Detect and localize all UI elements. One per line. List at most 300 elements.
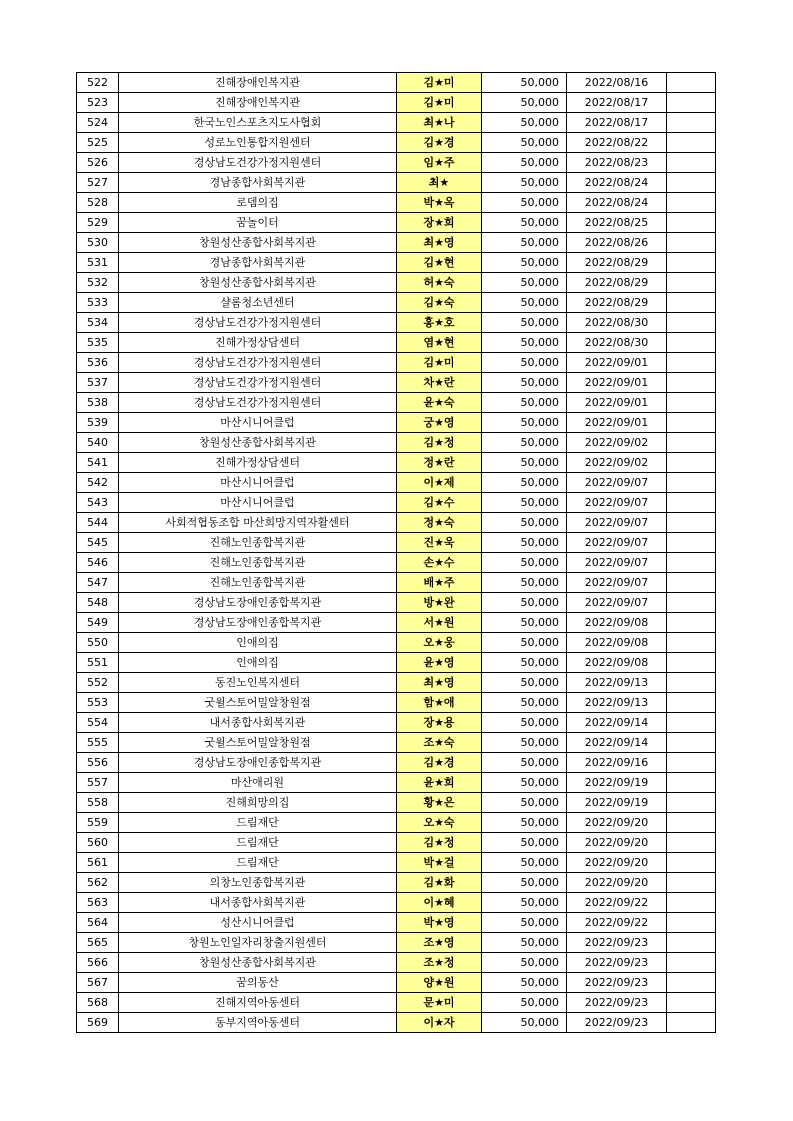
note-cell (667, 313, 716, 333)
row-number-cell: 563 (77, 893, 119, 913)
note-cell (667, 853, 716, 873)
organization-cell: 창원성산종합사회복지관 (119, 433, 397, 453)
amount-cell: 50,000 (482, 413, 567, 433)
note-cell (667, 673, 716, 693)
row-number-cell: 551 (77, 653, 119, 673)
note-cell (667, 773, 716, 793)
row-number-cell: 531 (77, 253, 119, 273)
note-cell (667, 133, 716, 153)
recipient-name-cell: 김★미 (397, 73, 482, 93)
row-number-cell: 562 (77, 873, 119, 893)
recipient-name-cell: 함★애 (397, 693, 482, 713)
table-row (77, 73, 716, 93)
date-cell: 2022/09/07 (567, 533, 667, 553)
date-cell: 2022/09/13 (567, 673, 667, 693)
date-cell: 2022/09/01 (567, 373, 667, 393)
amount-cell: 50,000 (482, 553, 567, 573)
row-number-cell: 530 (77, 233, 119, 253)
organization-cell: 진해가정상담센터 (119, 453, 397, 473)
table-row (77, 453, 716, 473)
note-cell (667, 153, 716, 173)
recipient-name-cell: 오★웅 (397, 633, 482, 653)
recipient-name-cell: 문★미 (397, 993, 482, 1013)
note-cell (667, 573, 716, 593)
note-cell (667, 93, 716, 113)
table-row (77, 973, 716, 993)
organization-cell: 경상남도장애인종합복지관 (119, 613, 397, 633)
table-row (77, 433, 716, 453)
row-number-cell: 542 (77, 473, 119, 493)
date-cell: 2022/09/20 (567, 833, 667, 853)
date-cell: 2022/08/23 (567, 153, 667, 173)
organization-cell: 경상남도건강가정지원센터 (119, 153, 397, 173)
recipient-name-cell: 최★나 (397, 113, 482, 133)
date-cell: 2022/08/26 (567, 233, 667, 253)
table-row (77, 853, 716, 873)
recipient-name-cell: 배★주 (397, 573, 482, 593)
date-cell: 2022/08/29 (567, 253, 667, 273)
note-cell (667, 873, 716, 893)
date-cell: 2022/08/29 (567, 293, 667, 313)
recipient-name-cell: 최★영 (397, 233, 482, 253)
date-cell: 2022/09/14 (567, 733, 667, 753)
organization-cell: 진해노인종합복지관 (119, 573, 397, 593)
date-cell: 2022/09/22 (567, 893, 667, 913)
recipient-name-cell: 양★원 (397, 973, 482, 993)
date-cell: 2022/09/20 (567, 873, 667, 893)
recipient-name-cell: 오★숙 (397, 813, 482, 833)
amount-cell: 50,000 (482, 293, 567, 313)
note-cell (667, 813, 716, 833)
table-row (77, 913, 716, 933)
date-cell: 2022/09/23 (567, 973, 667, 993)
row-number-cell: 538 (77, 393, 119, 413)
amount-cell: 50,000 (482, 693, 567, 713)
recipient-name-cell: 조★영 (397, 933, 482, 953)
row-number-cell: 565 (77, 933, 119, 953)
table-row (77, 353, 716, 373)
amount-cell: 50,000 (482, 793, 567, 813)
recipient-name-cell: 진★욱 (397, 533, 482, 553)
date-cell: 2022/09/19 (567, 773, 667, 793)
row-number-cell: 550 (77, 633, 119, 653)
amount-cell: 50,000 (482, 573, 567, 593)
table-row (77, 493, 716, 513)
row-number-cell: 569 (77, 1013, 119, 1033)
amount-cell: 50,000 (482, 813, 567, 833)
row-number-cell: 523 (77, 93, 119, 113)
amount-cell: 50,000 (482, 313, 567, 333)
recipient-name-cell: 손★수 (397, 553, 482, 573)
table-row (77, 773, 716, 793)
row-number-cell: 566 (77, 953, 119, 973)
organization-cell: 경남종합사회복지관 (119, 173, 397, 193)
date-cell: 2022/08/25 (567, 213, 667, 233)
date-cell: 2022/09/07 (567, 473, 667, 493)
recipient-name-cell: 이★제 (397, 473, 482, 493)
table-row (77, 313, 716, 333)
note-cell (667, 353, 716, 373)
amount-cell: 50,000 (482, 873, 567, 893)
recipient-name-cell: 정★숙 (397, 513, 482, 533)
organization-cell: 샬롬청소년센터 (119, 293, 397, 313)
organization-cell: 사회적협동조합 마산희망지역자활센터 (119, 513, 397, 533)
amount-cell: 50,000 (482, 913, 567, 933)
table-row (77, 93, 716, 113)
amount-cell: 50,000 (482, 193, 567, 213)
table-row (77, 393, 716, 413)
amount-cell: 50,000 (482, 133, 567, 153)
note-cell (667, 273, 716, 293)
recipient-name-cell: 박★영 (397, 913, 482, 933)
row-number-cell: 555 (77, 733, 119, 753)
date-cell: 2022/09/08 (567, 613, 667, 633)
recipient-name-cell: 김★화 (397, 873, 482, 893)
row-number-cell: 561 (77, 853, 119, 873)
note-cell (667, 393, 716, 413)
organization-cell: 꿈놀이터 (119, 213, 397, 233)
table-row (77, 113, 716, 133)
row-number-cell: 529 (77, 213, 119, 233)
organization-cell: 진해장애인복지관 (119, 93, 397, 113)
table-row (77, 553, 716, 573)
row-number-cell: 522 (77, 73, 119, 93)
table-row (77, 733, 716, 753)
organization-cell: 인애의집 (119, 633, 397, 653)
recipient-name-cell: 박★옥 (397, 193, 482, 213)
row-number-cell: 537 (77, 373, 119, 393)
date-cell: 2022/09/07 (567, 573, 667, 593)
table-row (77, 253, 716, 273)
row-number-cell: 548 (77, 593, 119, 613)
date-cell: 2022/09/19 (567, 793, 667, 813)
date-cell: 2022/09/22 (567, 913, 667, 933)
recipient-name-cell: 이★혜 (397, 893, 482, 913)
note-cell (667, 193, 716, 213)
organization-cell: 창원성산종합사회복지관 (119, 953, 397, 973)
date-cell: 2022/09/07 (567, 553, 667, 573)
amount-cell: 50,000 (482, 953, 567, 973)
note-cell (667, 493, 716, 513)
row-number-cell: 528 (77, 193, 119, 213)
recipient-name-cell: 김★미 (397, 353, 482, 373)
amount-cell: 50,000 (482, 753, 567, 773)
note-cell (667, 213, 716, 233)
date-cell: 2022/09/07 (567, 513, 667, 533)
date-cell: 2022/09/23 (567, 1013, 667, 1033)
organization-cell: 인애의집 (119, 653, 397, 673)
table-row (77, 873, 716, 893)
row-number-cell: 527 (77, 173, 119, 193)
date-cell: 2022/09/07 (567, 493, 667, 513)
table-row (77, 573, 716, 593)
organization-cell: 한국노인스포츠지도사협회 (119, 113, 397, 133)
recipient-name-cell: 홍★호 (397, 313, 482, 333)
note-cell (667, 893, 716, 913)
amount-cell: 50,000 (482, 473, 567, 493)
table-row (77, 173, 716, 193)
table-row (77, 833, 716, 853)
row-number-cell: 554 (77, 713, 119, 733)
recipient-name-cell: 최★영 (397, 673, 482, 693)
organization-cell: 창원성산종합사회복지관 (119, 273, 397, 293)
amount-cell: 50,000 (482, 233, 567, 253)
row-number-cell: 544 (77, 513, 119, 533)
recipient-name-cell: 김★경 (397, 133, 482, 153)
recipient-name-cell: 염★현 (397, 333, 482, 353)
table-row (77, 1013, 716, 1033)
recipient-name-cell: 윤★영 (397, 653, 482, 673)
note-cell (667, 413, 716, 433)
amount-cell: 50,000 (482, 93, 567, 113)
recipient-name-cell: 궁★영 (397, 413, 482, 433)
table-row (77, 233, 716, 253)
note-cell (667, 173, 716, 193)
row-number-cell: 532 (77, 273, 119, 293)
organization-cell: 진해희망의집 (119, 793, 397, 813)
amount-cell: 50,000 (482, 673, 567, 693)
note-cell (667, 113, 716, 133)
row-number-cell: 525 (77, 133, 119, 153)
table-row (77, 693, 716, 713)
amount-cell: 50,000 (482, 353, 567, 373)
recipient-name-cell: 조★숙 (397, 733, 482, 753)
date-cell: 2022/09/20 (567, 853, 667, 873)
table-row (77, 713, 716, 733)
note-cell (667, 513, 716, 533)
note-cell (667, 913, 716, 933)
amount-cell: 50,000 (482, 453, 567, 473)
date-cell: 2022/08/24 (567, 193, 667, 213)
date-cell: 2022/08/30 (567, 313, 667, 333)
row-number-cell: 546 (77, 553, 119, 573)
amount-cell: 50,000 (482, 513, 567, 533)
recipient-name-cell: 방★완 (397, 593, 482, 613)
note-cell (667, 593, 716, 613)
date-cell: 2022/09/14 (567, 713, 667, 733)
amount-cell: 50,000 (482, 493, 567, 513)
note-cell (667, 293, 716, 313)
amount-cell: 50,000 (482, 833, 567, 853)
organization-cell: 진해노인종합복지관 (119, 553, 397, 573)
recipient-name-cell: 김★정 (397, 833, 482, 853)
recipient-name-cell: 정★란 (397, 453, 482, 473)
note-cell (667, 373, 716, 393)
donation-ledger-table (76, 72, 716, 1033)
note-cell (667, 233, 716, 253)
organization-cell: 동진노인복지센터 (119, 673, 397, 693)
date-cell: 2022/08/16 (567, 73, 667, 93)
note-cell (667, 1013, 716, 1033)
note-cell (667, 833, 716, 853)
organization-cell: 경상남도건강가정지원센터 (119, 373, 397, 393)
organization-cell: 경상남도건강가정지원센터 (119, 353, 397, 373)
date-cell: 2022/08/17 (567, 113, 667, 133)
table-row (77, 933, 716, 953)
organization-cell: 로뎀의집 (119, 193, 397, 213)
table-row (77, 273, 716, 293)
table-row (77, 513, 716, 533)
date-cell: 2022/09/08 (567, 653, 667, 673)
table-row (77, 373, 716, 393)
table-row (77, 993, 716, 1013)
amount-cell: 50,000 (482, 933, 567, 953)
organization-cell: 굿윌스토어밀알창원점 (119, 733, 397, 753)
organization-cell: 동부지역아동센터 (119, 1013, 397, 1033)
amount-cell: 50,000 (482, 533, 567, 553)
note-cell (667, 333, 716, 353)
note-cell (667, 633, 716, 653)
recipient-name-cell: 김★미 (397, 93, 482, 113)
date-cell: 2022/09/01 (567, 353, 667, 373)
recipient-name-cell: 김★정 (397, 433, 482, 453)
date-cell: 2022/08/30 (567, 333, 667, 353)
recipient-name-cell: 박★걸 (397, 853, 482, 873)
row-number-cell: 559 (77, 813, 119, 833)
note-cell (667, 253, 716, 273)
recipient-name-cell: 김★수 (397, 493, 482, 513)
row-number-cell: 547 (77, 573, 119, 593)
organization-cell: 마산시니어클럽 (119, 413, 397, 433)
note-cell (667, 433, 716, 453)
row-number-cell: 535 (77, 333, 119, 353)
note-cell (667, 953, 716, 973)
amount-cell: 50,000 (482, 73, 567, 93)
date-cell: 2022/09/23 (567, 933, 667, 953)
organization-cell: 꿈의동산 (119, 973, 397, 993)
table-row (77, 653, 716, 673)
row-number-cell: 541 (77, 453, 119, 473)
note-cell (667, 553, 716, 573)
recipient-name-cell: 김★숙 (397, 293, 482, 313)
table-row (77, 293, 716, 313)
note-cell (667, 453, 716, 473)
recipient-name-cell: 윤★숙 (397, 393, 482, 413)
date-cell: 2022/09/16 (567, 753, 667, 773)
amount-cell: 50,000 (482, 393, 567, 413)
organization-cell: 경상남도건강가정지원센터 (119, 393, 397, 413)
recipient-name-cell: 최★ (397, 173, 482, 193)
recipient-name-cell: 김★현 (397, 253, 482, 273)
date-cell: 2022/08/24 (567, 173, 667, 193)
organization-cell: 의창노인종합복지관 (119, 873, 397, 893)
amount-cell: 50,000 (482, 893, 567, 913)
table-row (77, 193, 716, 213)
row-number-cell: 543 (77, 493, 119, 513)
table-row (77, 153, 716, 173)
date-cell: 2022/09/07 (567, 593, 667, 613)
table-row (77, 753, 716, 773)
table-row (77, 473, 716, 493)
amount-cell: 50,000 (482, 113, 567, 133)
date-cell: 2022/08/17 (567, 93, 667, 113)
recipient-name-cell: 윤★희 (397, 773, 482, 793)
note-cell (667, 933, 716, 953)
recipient-name-cell: 장★희 (397, 213, 482, 233)
organization-cell: 진해장애인복지관 (119, 73, 397, 93)
note-cell (667, 73, 716, 93)
organization-cell: 드림재단 (119, 813, 397, 833)
row-number-cell: 536 (77, 353, 119, 373)
note-cell (667, 613, 716, 633)
note-cell (667, 473, 716, 493)
row-number-cell: 526 (77, 153, 119, 173)
note-cell (667, 653, 716, 673)
amount-cell: 50,000 (482, 593, 567, 613)
row-number-cell: 560 (77, 833, 119, 853)
recipient-name-cell: 황★은 (397, 793, 482, 813)
amount-cell: 50,000 (482, 1013, 567, 1033)
organization-cell: 경상남도장애인종합복지관 (119, 753, 397, 773)
recipient-name-cell: 임★주 (397, 153, 482, 173)
row-number-cell: 568 (77, 993, 119, 1013)
date-cell: 2022/09/02 (567, 453, 667, 473)
row-number-cell: 553 (77, 693, 119, 713)
organization-cell: 드림재단 (119, 853, 397, 873)
date-cell: 2022/09/02 (567, 433, 667, 453)
organization-cell: 굿윌스토어밀알창원점 (119, 693, 397, 713)
note-cell (667, 713, 716, 733)
organization-cell: 내서종합사회복지관 (119, 893, 397, 913)
recipient-name-cell: 조★정 (397, 953, 482, 973)
table-row (77, 333, 716, 353)
note-cell (667, 993, 716, 1013)
organization-cell: 경상남도장애인종합복지관 (119, 593, 397, 613)
note-cell (667, 973, 716, 993)
table-row (77, 893, 716, 913)
amount-cell: 50,000 (482, 633, 567, 653)
table-row (77, 213, 716, 233)
organization-cell: 드림재단 (119, 833, 397, 853)
note-cell (667, 753, 716, 773)
note-cell (667, 793, 716, 813)
organization-cell: 마산시니어클럽 (119, 493, 397, 513)
row-number-cell: 545 (77, 533, 119, 553)
date-cell: 2022/09/08 (567, 633, 667, 653)
amount-cell: 50,000 (482, 773, 567, 793)
date-cell: 2022/09/20 (567, 813, 667, 833)
organization-cell: 진해노인종합복지관 (119, 533, 397, 553)
table-row (77, 793, 716, 813)
recipient-name-cell: 장★용 (397, 713, 482, 733)
note-cell (667, 693, 716, 713)
amount-cell: 50,000 (482, 173, 567, 193)
date-cell: 2022/08/22 (567, 133, 667, 153)
organization-cell: 성산시니어클럽 (119, 913, 397, 933)
recipient-name-cell: 김★경 (397, 753, 482, 773)
table-row (77, 613, 716, 633)
organization-cell: 마산애리원 (119, 773, 397, 793)
table-row (77, 673, 716, 693)
row-number-cell: 564 (77, 913, 119, 933)
organization-cell: 진해가정상담센터 (119, 333, 397, 353)
amount-cell: 50,000 (482, 253, 567, 273)
organization-cell: 창원성산종합사회복지관 (119, 233, 397, 253)
organization-cell: 창원노인일자리창출지원센터 (119, 933, 397, 953)
row-number-cell: 539 (77, 413, 119, 433)
ledger-body (77, 73, 716, 1033)
amount-cell: 50,000 (482, 733, 567, 753)
date-cell: 2022/09/23 (567, 953, 667, 973)
amount-cell: 50,000 (482, 613, 567, 633)
note-cell (667, 733, 716, 753)
amount-cell: 50,000 (482, 993, 567, 1013)
table-row (77, 813, 716, 833)
date-cell: 2022/09/01 (567, 393, 667, 413)
organization-cell: 경남종합사회복지관 (119, 253, 397, 273)
amount-cell: 50,000 (482, 973, 567, 993)
amount-cell: 50,000 (482, 213, 567, 233)
